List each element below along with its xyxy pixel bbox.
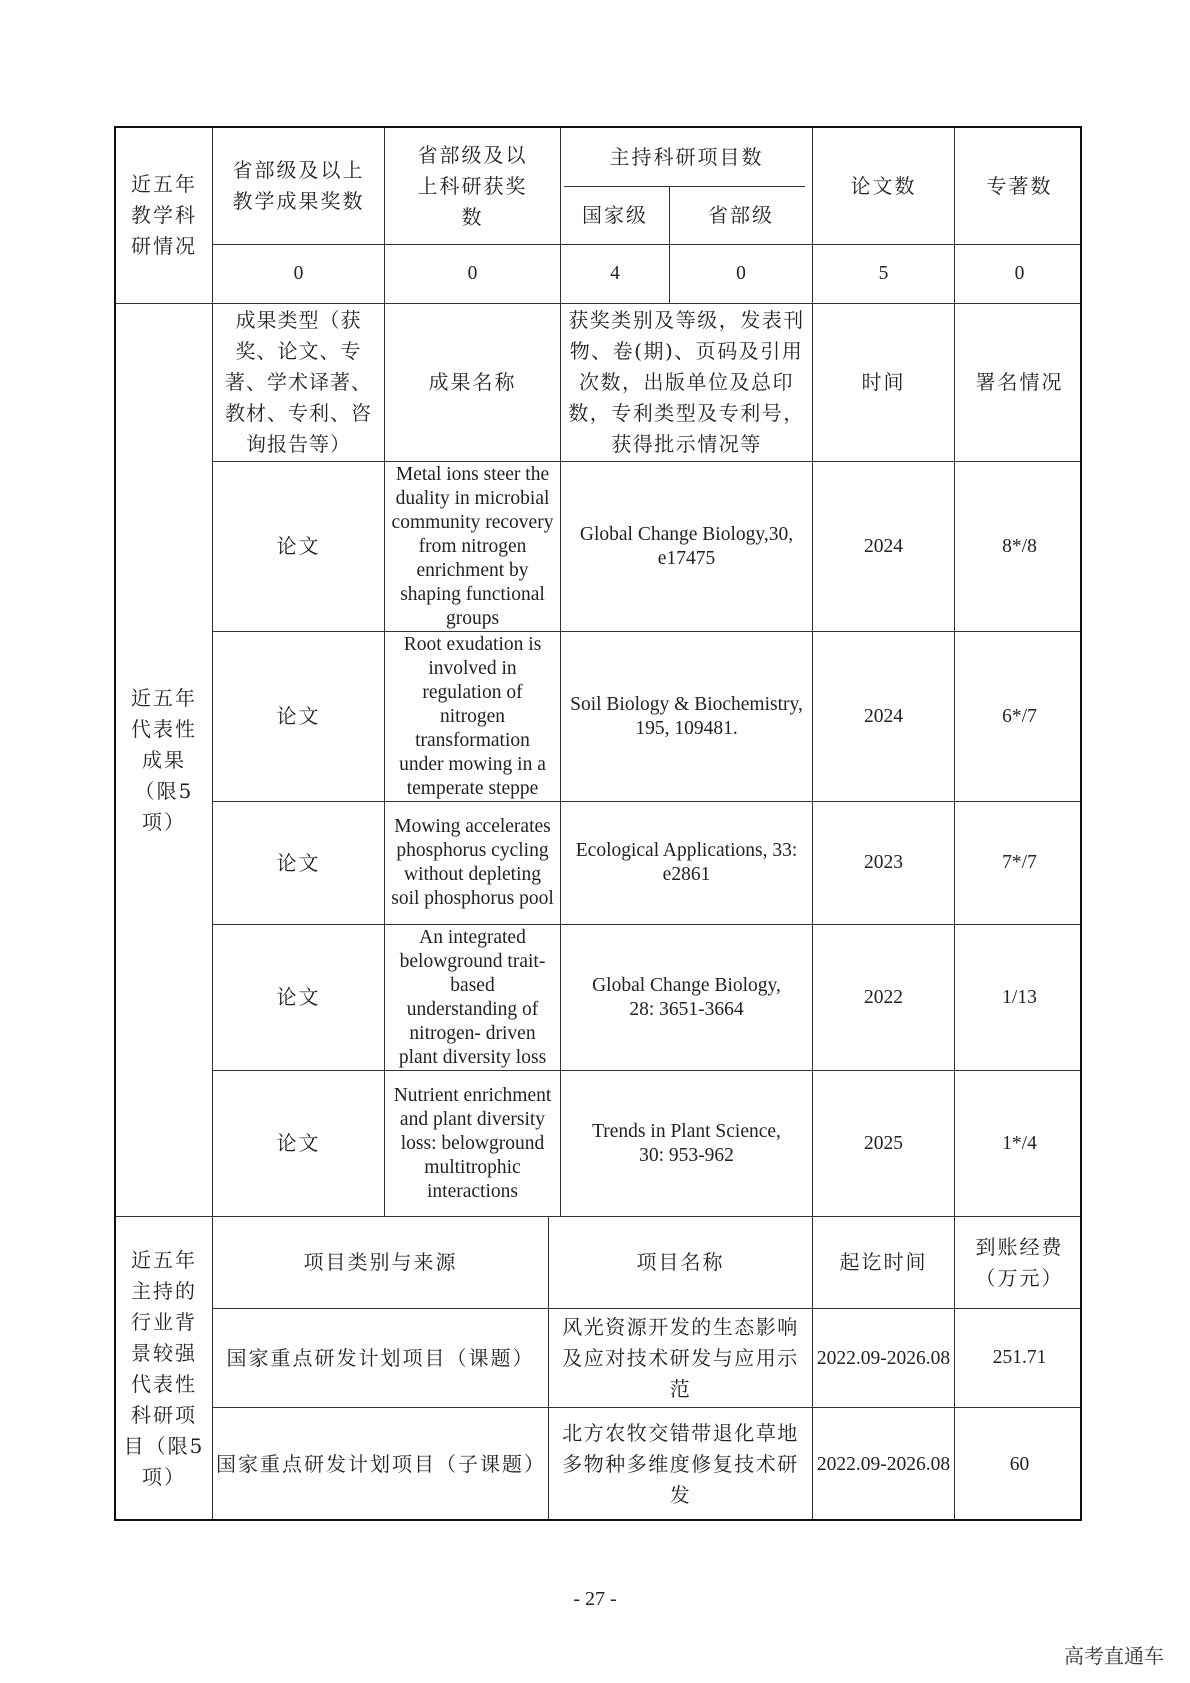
- page-number: - 27 -: [573, 1588, 617, 1610]
- header-provincial: 省部级: [708, 203, 774, 227]
- value-research-awards: 0: [467, 263, 478, 284]
- header-project-name: 项目名称: [636, 1250, 725, 1274]
- header-teaching-awards: 省部级及以上教学成果奖数: [232, 158, 365, 213]
- watermark: 高考直通车: [1064, 1644, 1164, 1668]
- result-detail: Global Change Biology,30, e17475: [579, 523, 794, 569]
- achievement-table: [114, 126, 1082, 1521]
- result-detail: Ecological Applications, 33: e2861: [575, 840, 798, 885]
- value-papers: 5: [878, 263, 889, 284]
- header-research-awards: 省部级及以上科研获奖数: [417, 142, 528, 229]
- project-name: 北方农牧交错带退化草地多物种多维度修复技术研发: [562, 1421, 799, 1507]
- section2-side-label: 近五年代表性成果（限5项）: [131, 685, 197, 834]
- result-type: 论文: [276, 1131, 321, 1155]
- result-time: 2022: [864, 986, 903, 1008]
- header-project-funding: 到账经费（万元）: [975, 1234, 1064, 1290]
- result-type: 论文: [276, 704, 321, 728]
- value-books: 0: [1014, 263, 1025, 284]
- value-national: 4: [610, 263, 620, 284]
- header-result-time: 时间: [861, 370, 906, 394]
- section3-side-label: 近五年主持的行业背景较强代表性科研项目（限5项）: [123, 1248, 205, 1489]
- project-name: 风光资源开发的生态影响及应对技术研发与应用示范: [562, 1314, 799, 1401]
- value-teaching-awards: 0: [293, 263, 304, 284]
- project-source: 国家重点研发计划项目（课题）: [226, 1345, 535, 1370]
- header-national: 国家级: [582, 203, 648, 227]
- header-result-type: 成果类型（获奖、论文、专著、学术译著、教材、专利、咨询报告等）: [225, 308, 372, 456]
- result-name: Root exudation is involved in regulation of nitrogen transformation under mowing in a temperate steppe: [399, 633, 546, 799]
- section1-side-label: 近五年教学科研情况: [131, 172, 197, 258]
- header-books: 专著数: [986, 173, 1053, 198]
- project-period: 2022.09-2026.08: [816, 1347, 951, 1369]
- result-time: 2024: [864, 535, 903, 557]
- project-funding: 251.71: [992, 1347, 1047, 1368]
- result-authorship: 6*/7: [1002, 705, 1037, 727]
- value-provincial: 0: [736, 263, 746, 284]
- result-detail: Global Change Biology, 28: 3651-3664: [592, 974, 781, 1020]
- result-detail: Trends in Plant Science, 30: 953-962: [592, 1120, 781, 1166]
- project-funding: 60: [1009, 1453, 1030, 1475]
- header-result-detail: 获奖类别及等级，发表刊物、卷(期)、页码及引用次数，出版单位及总印数，专利类型及专利号，获得批示情况等: [568, 308, 805, 456]
- result-name: Metal ions steer the duality in microbial community recovery from nitrogen enrichment by shaping functional groups: [391, 463, 554, 629]
- result-detail: Soil Biology & Biochemistry, 195, 109481.: [570, 693, 803, 739]
- result-name: Mowing accelerates phosphorus cycling without depleting soil phosphorus pool: [391, 816, 554, 909]
- result-time: 2024: [864, 705, 903, 727]
- result-authorship: 1/13: [1002, 986, 1037, 1008]
- result-time: 2025: [864, 1132, 903, 1154]
- result-authorship: 1*/4: [1002, 1132, 1037, 1154]
- header-result-name: 成果名称: [428, 370, 517, 394]
- header-projects: 主持科研项目数: [609, 144, 764, 169]
- header-authorship: 署名情况: [975, 370, 1064, 394]
- result-name: Nutrient enrichment and plant diversity loss: belowground multitrophic interactions: [393, 1084, 552, 1202]
- result-authorship: 7*/7: [1002, 852, 1037, 873]
- result-time: 2023: [864, 852, 903, 873]
- header-papers: 论文数: [850, 173, 917, 198]
- project-source: 国家重点研发计划项目（子课题）: [216, 1452, 546, 1476]
- result-authorship: 8*/8: [1002, 535, 1037, 557]
- project-period: 2022.09-2026.08: [816, 1454, 951, 1475]
- result-type: 论文: [276, 534, 321, 558]
- result-type: 论文: [276, 850, 321, 875]
- header-project-period: 起讫时间: [839, 1250, 928, 1274]
- header-project-source: 项目类别与来源: [303, 1250, 458, 1274]
- result-name: An integrated belowground trait-based understanding of nitrogen- driven plant diversity loss: [398, 926, 547, 1068]
- result-type: 论文: [276, 985, 321, 1009]
